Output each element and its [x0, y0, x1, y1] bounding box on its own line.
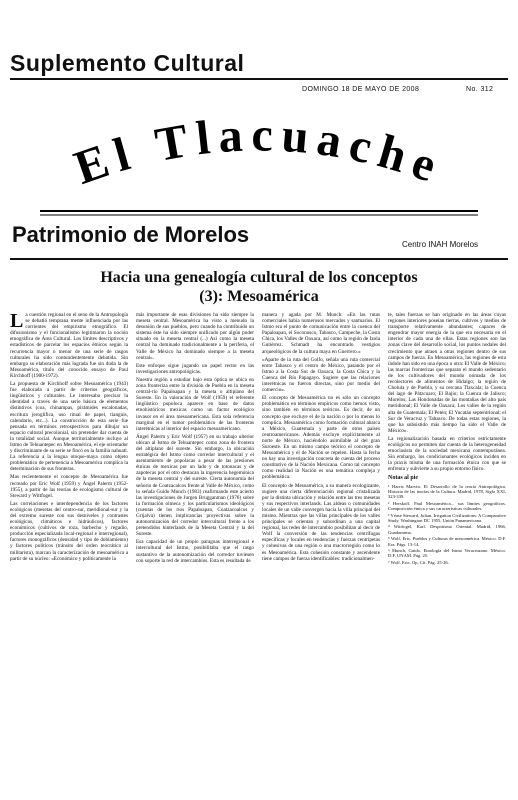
paragraph: El concepto de Mesoamérica no es sólo un concepto problemático en términos empíricos como hemos visto, sino también en términos teóricos. Es decir, de un concepto que excluye el de la nación o por lo menos lo complica. Mesoamérica como formación cultural abarca a México, Guatemala y parte de otros países centroamericanos. Además excluye explícitamente al norte de México, haciéndolo asimilable al del gran Suroeste. En un mismo campo teórico el concepto de Mesoamérica y el de Nación se repelen. Hasta la fecha no hay una investigación concreta de cuenta del proceso constitutivo de la Nación Mexicana. Como tal concepto como realidad la Nación es una temática compleja y problemática. — [262, 395, 380, 481]
paragraph: Ángel Palerm y Eric Wolf (1957) en su trabajo ulterior ubican al Istmo de Tehuantepec como zona de frontera del altiplano del sureste. Sin embargo, la ubicación estratégica del Istmo como corredor intercultural y el asentamiento de popolacas a pesar de las presiones étnicas de mexicas por un lado y de totonacas y de zapotecas por el otro destacan la ingerencia hegemónica de la meseta central y del sureste. Cierta autonomía del señorío de Coatzacalcos frente al Valle de México, como lo señala Guido Munch (1983) reafirmando este acierto las investigaciones de Jurgen Brugganman (1976) sobre la formación olmeca y los particularismos ideológicos (cuentas de los ríos Papaloapan, Coatzacoalcos y Grijalva) tienen implicancias proyectivas sobre la autonomización del corredor intercultural frente a los pretendidos hinterlands de la Meseta Central y la del Sureste. — [136, 433, 254, 538]
footnote: ⁴ Wittfogel, Karl. Despotismo Oriental. Madrid, 1966, Guadarrama. — [388, 524, 506, 535]
paragraph: te, tales fuerzas se han originado en las áreas cuyas regiones interiores poseían tierras, cultivos y medios de transporte relativamente abundantes; capaces de engendrar mayor energía de la que era necesaria en el interior de cada una de ellas. Estas regiones son las zonas clave del desarrollo social, los puntos nodales del crecimiento que atraen a otras regiones dentro de sus campos de fuerza. En Mesoamérica, las regiones de esta índole han sido en una época u otra: El Valle de México; las marcas fronterizas que separan el mundo sedentario de los cultivadores del mundo nómada de los recolectores de alimentos de Hidalgo; la región de Cholula y de Puebla, y su cercana Tlaxcala; la Cuenca del lago de Pátzcuaro; El Bajío; la Cuenca de Jalisco; Morelos; Las Hondonadas de las montañas del alto país meridional; El Valle de Oaxaca; Los valles de la región alta de Guatemala; El Petén; El Yucatán septentrional; el Sur de Veracruz y Tabasco. De todas estas regiones, la que ha subsistido más tiempo ha sido el Valle de México». — [388, 312, 506, 434]
paragraph: Nuestra región a estudiar bajo esta óptica se ubica en zona fronteriza entre la división de Puebla en la meseta central-río Papaloapan y la meseta o altiplano del Sureste. En la valoración de Wolf (1959) el referente lingüístico popoloca aparece en base de datos etnohistóricos mexicas como un factor ecológico invasor en el área mesoamericana. Esta sola referencia marginal en el tumor problemático de las fronteras interétnicas al interior del espacio mesoamericano. — [136, 376, 254, 432]
article-title-line-2: (3): Mesoamérica — [199, 288, 319, 305]
drop-cap: L — [10, 312, 24, 332]
column-2 — [136, 312, 254, 792]
article-title-line-1: Hacia una genealogía cultural de los conceptos — [100, 269, 418, 286]
footnote: ³ Véase Steward, Julian. Irrigation Civilizations: A Comparative Study. Washington DC 1955, Unión Panamericana. — [388, 512, 506, 523]
article-body — [10, 312, 508, 792]
top-rule — [10, 78, 508, 80]
column-3 — [262, 312, 380, 792]
paragraph: manera y agada por M. Munch: «En las rutas comerciales había numerosos mercados y santuarios. El Istmo era el punto de comunicación entre la cuenca del Papaloapan, el Soconusco, Tabasco, Campeche, la Costa Chica, los Valles de Oaxaca, así como la región de Izola Gutiérrez. Schmadt ha encontrado vestigios arqueológicos de la cultura maya en Guerrero.» — [262, 312, 380, 355]
bottom-rule — [10, 258, 508, 260]
paragraph: Este enfoque sigue jugando un papel rector en las investigaciones antropológicas. — [136, 362, 254, 375]
masthead-title: El Tlacuache — [67, 108, 451, 196]
paragraph: más importante de esas divisiones ha sido siempre la meseta central. Mesoamérica ha visto a menudo la desunión de sus pueblos, pero cuando ha contribuido un sistema éste ha sido siempre unificado por algún poder situado en la meseta central (...) Así como la meseta central ha dominado tradicionalmente a la periferia, el Valle de México ha dominado siempre a la meseta central». — [136, 312, 254, 361]
footnote: ⁵ Wolf, Eric. Pueblos y Culturas de mesoamérica. México. D.F. Era. Págs. 13-14. — [388, 536, 506, 547]
paragraph: La propuesta de Kirchhoff sobre Mesoamérica (1943) fue elaborada a partir de criterios geográficos, lingüísticos y culturales. Le interesaba precisar la identidad a través de una serie básica de elementos distintivos (coa, chinampas, pirámides escalonadas, escritura jeroglífica, uso ritual de papel, tianguis, calendario, etc...). La construcción de esta serie fue pensada en términos retrospectivos para dibujar un espacio cultural precolonial, sin pretender dar cuenta de la totalidad social. Aunque territorialmente incluye al Istmo de Tehuantepec en Mesoamérica, el eje orientador y discriminante de su serie se fincó en la familia nahuatl. La referencia a la lengua otoque-maya como objeto problemático de pertenencia a Mesoamérica complica la determinación de sus fronteras. — [10, 381, 128, 473]
column-4 — [388, 312, 506, 792]
paragraph: Las correlaciones e interdependencia de los factores ecológicos (mesetas del centro-sur, meridional-sur y la del extremo sureste con sus desniveles y contrastes ecológicos, climáticos e hidráulicos), factores económicos (cultivos de roza, barbecho y regadío, producción especializada local-regional e interregional), factores monográficos (densidad y tipo de doblamiento) y factores políticos (tránsito del orden teocrático al militarista), marcan la caracterización de mesoamérica a partir de su núcleo: «Económico y políticamente la — [10, 500, 128, 562]
issue-number: No. 312 — [466, 86, 494, 93]
paragraph: La cuestión regional en el seno de la Antropología se debatió temprana mente influenciada por las corrientes del empirismo etnográfico. El difusionismo y el funcionalismo legitimaron la noción etnográfica de Área Cultural. Los límites descriptivos y estadísticos de parcelar los espacios étnicos según la recurrencia mayor o menor de una serie de rasgos culturales ha sido contundentemente debatida. Sin embargo su elaboración más lograda fue sin duda la de Mesoamérica, título del conocido ensayo de Paul Kirchhoff (1900-1972). — [10, 312, 128, 379]
el-tlacuache-logo — [10, 108, 508, 228]
footnote: ⁶ Munch, Guido. Etnología del Istmo Veracruzano. México. D.F. UNAM. Pág. 25. — [388, 548, 506, 559]
footnote: ² Herskoff, Paul Mesoamérica... sus límites geográficos. Composición étnica y sus características culturales. — [388, 500, 506, 512]
centro-label: Centro INAH Morelos — [402, 240, 479, 249]
paragraph: Esa capacidad de un propio paraguas interregional e intercultural del Istmo, posibilitaba que el rasgo sustantivo de la autonomización del corredor tuviesen con soporte la red de intercambios. Esta es resultada de — [136, 539, 254, 564]
footnote: ⁷ Wolf. Eric, Op. Cit. Pág. 25-26. — [388, 559, 449, 565]
issue-date: DOMINGO 18 DE MAYO DE 2008 — [302, 86, 420, 93]
footnote: ¹ Harris Marvin. El Desarrollo de la teoría Antropológica. Historia de las teorías de la Cultura. Madrid, 1978, Siglo XXI, 323-339. — [388, 483, 506, 500]
paragraph: La regionalización basada en criterios estrictamente ecológicos no permiten dar cuenta de la heterogeneidad etnoclasista de la sociedad mexicana contemporánea. Sin embargo, los condicionantes ecológicos inciden en la praxis misma de una formación étnica con que se enfrenta y subvierte a su propio entorno físico. — [388, 435, 506, 473]
column-1 — [10, 312, 128, 792]
paragraph: «Aparte de la ruta del Golfo, señala una ruta comercial entre Tabasco y el centro de México, pasando por el Istmo a la Costa Sur de Oaxaca, la Costa Chica y la Cuenca del Río Papagayo. Sugiere que las relaciones interétnicas no fueron directas, sino por medio del comercio». — [262, 356, 380, 394]
svg-text:El Tlacuache — [68, 108, 451, 195]
footnotes-title: Notas al pie — [388, 475, 418, 482]
paragraph: El concepto de Mesoamérica, a su manera ecologizante, sugiere una cierta diferenciación regional cristalizada por la distinta ubicación y relación entre las tres mesetas y sus respectivos interlands. Las aldeas o comunidades locales de un valle convergen hacia la villa principal del mismo. Mientras que las villas principales de los valles principales se orientan y subordinan a una capital regional, las redes de intercambio posibilitan al decir de Wolf la conversión de las tendencias centrífugas específicas y locales en tendencias y fuerzas centrípetas y cohesivas de una región o una macrorregión como lo es Mesoamérica. Esta cohesión constante y ascendente tiene campos de fuerza identificables: tradicionalmen- — [262, 482, 380, 562]
patrimonio-title: Patrimonio de Morelos — [12, 222, 250, 247]
supplement-title: Suplemento Cultural — [10, 50, 245, 76]
masthead-header — [0, 0, 518, 262]
paragraph: Mas recientemente el concepto de Mesoamérica fue recreado por Eric Wolf (1959) y Ángel Palerm (1952-1955), a partir de las teorías de ecologismo cultural de Steward y Wittfogel. — [10, 474, 128, 499]
